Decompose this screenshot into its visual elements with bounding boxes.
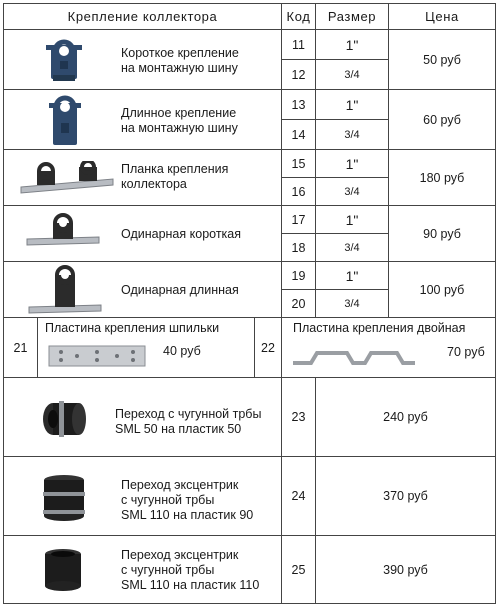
code-cell: 16 <box>281 177 316 206</box>
code-cell: 25 <box>281 535 316 604</box>
code-cell: 24 <box>281 456 316 536</box>
long-rail-mount-icon <box>47 95 83 147</box>
price-cell: 180 руб <box>388 149 496 206</box>
header-title: Крепление коллектора <box>3 3 282 30</box>
double-plate-icon <box>291 347 417 369</box>
eccentric-adapter-110-110-icon <box>41 546 85 594</box>
stud-plate-icon <box>47 343 147 369</box>
size-cell: 3/4 <box>315 289 389 318</box>
price-cell: 390 руб <box>315 535 496 604</box>
plate-price: 40 руб <box>163 344 201 358</box>
price-cell: 240 руб <box>315 377 496 457</box>
plate-price: 70 руб <box>447 345 485 359</box>
eccentric-adapter-110-90-icon <box>39 470 89 526</box>
size-cell: 1" <box>315 29 389 60</box>
size-cell: 3/4 <box>315 119 389 150</box>
price-cell: 100 руб <box>388 261 496 318</box>
item-name: Короткое крепление на монтажную шину <box>121 46 239 75</box>
header-code: Код <box>281 3 316 30</box>
code-cell: 19 <box>281 261 316 290</box>
single-long-icon <box>27 265 103 315</box>
single-short-icon <box>25 213 101 247</box>
adapter-name: Переход эксцентрик с чугунной трбы SML 110 на пластик 90 <box>121 478 254 522</box>
size-cell: 3/4 <box>315 233 389 262</box>
size-cell: 3/4 <box>315 177 389 206</box>
code-cell: 18 <box>281 233 316 262</box>
size-cell: 3/4 <box>315 59 389 90</box>
code-cell: 14 <box>281 119 316 150</box>
size-cell: 1" <box>315 205 389 234</box>
code-cell: 15 <box>281 149 316 178</box>
manifold-bar-icon <box>17 161 117 197</box>
price-cell: 90 руб <box>388 205 496 262</box>
code-cell: 12 <box>281 59 316 90</box>
code-cell: 13 <box>281 89 316 120</box>
item-name: Длинное крепление на монтажную шину <box>121 106 238 135</box>
price-cell: 50 руб <box>388 29 496 90</box>
size-cell: 1" <box>315 261 389 290</box>
plate-name: Пластина крепления шпильки <box>45 321 220 335</box>
adapter-name: Переход эксцентрик с чугунной трбы SML 110 на пластик 110 <box>121 548 260 592</box>
item-name: Одинарная длинная <box>121 283 239 297</box>
price-cell: 60 руб <box>388 89 496 150</box>
size-cell: 1" <box>315 89 389 120</box>
adapter-name: Переход с чугунной трбы SML 50 на пластик 50 <box>115 407 262 436</box>
short-rail-mount-icon <box>43 39 85 83</box>
plate-name: Пластина крепления двойная <box>293 321 466 335</box>
code-cell: 20 <box>281 289 316 318</box>
price-table <box>3 3 496 604</box>
header-size: Размер <box>315 3 389 30</box>
adapter-50-icon <box>39 395 89 443</box>
price-cell: 370 руб <box>315 456 496 536</box>
code-cell: 11 <box>281 29 316 60</box>
item-name: Одинарная короткая <box>121 227 242 241</box>
plate-code-cell: 21 <box>3 317 38 378</box>
code-cell: 23 <box>281 377 316 457</box>
item-name: Планка крепления коллектора <box>121 162 229 191</box>
size-cell: 1" <box>315 149 389 178</box>
plate-code-cell: 22 <box>254 317 282 378</box>
header-price: Цена <box>388 3 496 30</box>
code-cell: 17 <box>281 205 316 234</box>
